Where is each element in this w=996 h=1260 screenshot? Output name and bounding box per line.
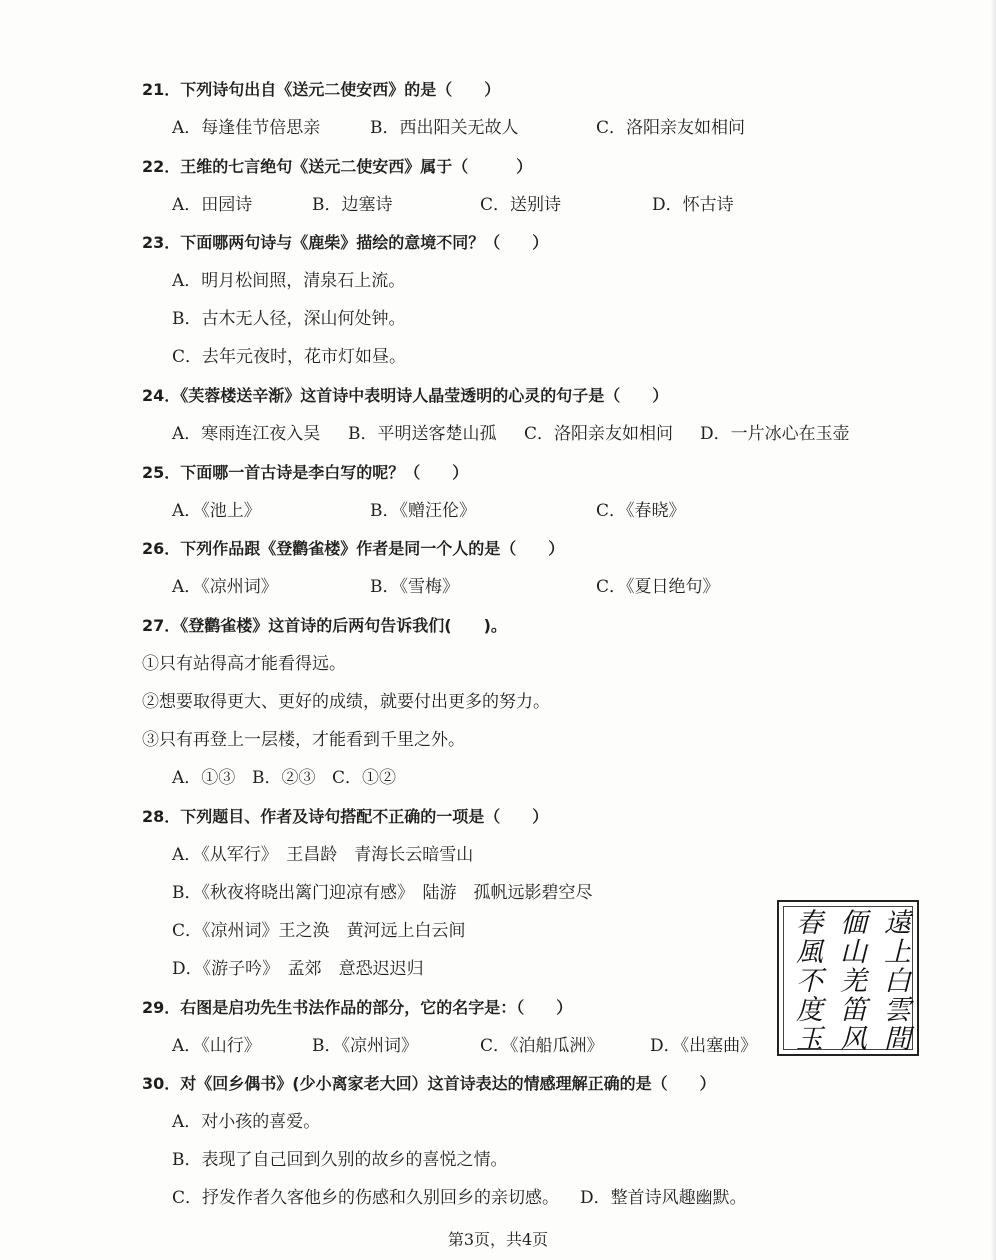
question-29-option-c: C．《泊船瓜洲》 [480, 1036, 604, 1056]
question-28-option-b: B．《秋夜将晓出篱门迎凉有感》 陆游 孤帆远影碧空尽 [172, 883, 593, 903]
question-28-stem: 28．下列题目、作者及诗句搭配不正确的一项是（ ） [142, 807, 549, 826]
question-24-option-c: C．洛阳亲友如相问 [524, 424, 674, 444]
question-27-option-a: A．①③ [172, 768, 236, 788]
question-29-option-d: D．《出塞曲》 [650, 1036, 758, 1056]
question-24-option-d: D．一片冰心在玉壶 [700, 424, 850, 444]
calligraphy-column-2: 偭山羌笛风 [835, 908, 866, 1053]
question-26-option-b: B．《雪梅》 [370, 577, 459, 597]
question-25-stem: 25．下面哪一首古诗是李白写的呢？（ ） [142, 463, 469, 482]
question-30-option-d: D．整首诗风趣幽默。 [580, 1188, 747, 1208]
question-24-option-a: A．寒雨连江夜入吴 [172, 424, 321, 444]
question-25-option-c: C．《春晓》 [596, 501, 686, 521]
question-21-option-b: B．西出阳关无故人 [370, 118, 519, 138]
question-28-option-a: A．《从军行》 王昌龄 青海长云暗雪山 [172, 845, 474, 865]
question-22-option-d: D．怀古诗 [652, 195, 734, 215]
question-29-stem: 29．右图是启功先生书法作品的部分，它的名字是：（ ） [142, 998, 573, 1017]
question-23-stem: 23．下面哪两句诗与《鹿柴》描绘的意境不同？（ ） [142, 233, 549, 252]
question-24-option-b: B．平明送客楚山孤 [348, 424, 497, 444]
calligraphy-column-1: 遠上白雲間 [879, 908, 910, 1053]
question-30-stem: 30．对《回乡偶书》(少小离家老大回）这首诗表达的情感理解正确的是（ ） [142, 1074, 716, 1093]
question-27-option-b: B．②③ [252, 768, 316, 788]
question-26-option-a: A．《凉州词》 [172, 577, 278, 597]
question-25-option-b: B．《赠汪伦》 [370, 501, 476, 521]
question-23-option-c: C．去年元夜时，花市灯如昼。 [172, 347, 407, 367]
question-21-stem: 21．下列诗句出自《送元二使安西》的是（ ） [142, 80, 501, 99]
question-30-option-b: B．表现了自己回到久别的故乡的喜悦之情。 [172, 1150, 508, 1170]
question-27-statement-1: ①只有站得高才能看得远。 [142, 654, 346, 674]
question-28-option-c: C．《凉州词》王之涣 黄河远上白云间 [172, 921, 466, 941]
question-25-option-a: A．《池上》 [172, 501, 261, 521]
question-22-option-c: C．送别诗 [480, 195, 562, 215]
question-23-option-a: A．明月松间照，清泉石上流。 [172, 271, 406, 291]
question-28-option-d: D．《游子吟》 孟郊 意恐迟迟归 [172, 959, 424, 979]
question-27-statement-3: ③只有再登上一层楼，才能看到千里之外。 [142, 730, 465, 750]
question-22-option-a: A．田园诗 [172, 195, 253, 215]
question-27-statement-2: ②想要取得更大、更好的成绩，就要付出更多的努力。 [142, 692, 550, 712]
question-29-option-b: B．《凉州词》 [312, 1036, 418, 1056]
question-24-stem: 24．《芙蓉楼送辛渐》这首诗中表明诗人晶莹透明的心灵的句子是（ ） [142, 386, 669, 405]
question-21-option-c: C．洛阳亲友如相问 [596, 118, 746, 138]
page-number-footer: 第3页，共4页 [447, 1230, 549, 1249]
question-23-option-b: B．古木无人径，深山何处钟。 [172, 309, 406, 329]
question-21-option-a: A．每逢佳节倍思亲 [172, 118, 321, 138]
question-22-stem: 22．王维的七言绝句《送元二使安西》属于（ ） [142, 157, 533, 176]
page-edge-shadow [990, 0, 996, 1260]
question-27-option-c: C．①② [332, 768, 397, 788]
question-26-stem: 26．下列作品跟《登鹳雀楼》作者是同一个人的是（ ） [142, 539, 565, 558]
question-27-stem: 27．《登鹳雀楼》这首诗的后两句告诉我们( )。 [142, 616, 507, 635]
calligraphy-column-3: 春風不度玉 [791, 908, 822, 1053]
question-30-option-a: A．对小孩的喜爱。 [172, 1112, 321, 1132]
calligraphy-image [777, 900, 919, 1056]
question-22-option-b: B．边塞诗 [312, 195, 393, 215]
question-26-option-c: C．《夏日绝句》 [596, 577, 720, 597]
question-30-option-c: C．抒发作者久客他乡的伤感和久别回乡的亲切感。 [172, 1188, 560, 1208]
question-29-option-a: A．《山行》 [172, 1036, 261, 1056]
